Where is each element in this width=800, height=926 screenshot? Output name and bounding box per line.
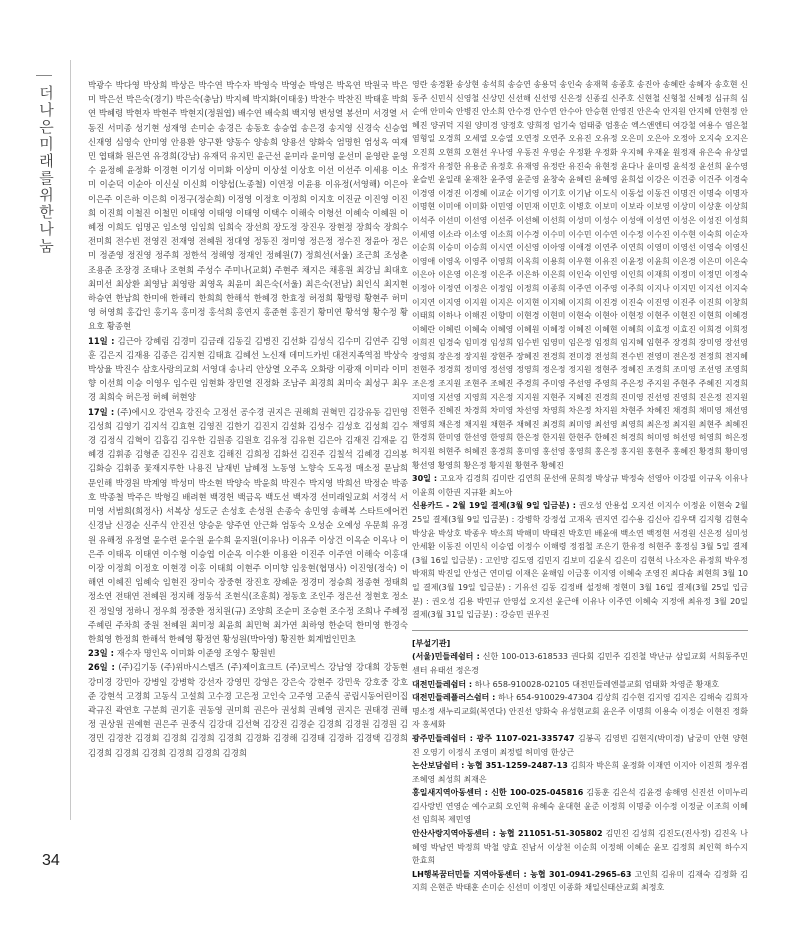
account-entry: 대전민들레플러스쉼터 : 하나 654-910029-47304 김상희 김수현 김지영 김지은 김해숙 김희자 명소정 새누리교회(복연다) 안진선 양화숙 유성현교회 윤은주 이명희 이용숙 이정순 이현진 정화자 홍세화 (412, 693, 749, 730)
donor-paragraph: 영란 송경환 송상현 송석희 송승연 송용덕 송인숙 송재혁 송종호 송진아 송혜란 송혜자 송호현 신동주 신민식 신영철 신상민 신선해 신선영 신은정 신종길 신주호 신현철 신형철 신혜정 심규희 심순애 안미숙 안병진 안소희 안수경 안수연 안수아 안승현 안영진 안은숙 안지원 안지혜 안현정 안혜진 양귀덕 지원 양미경 양정호 양희정 엄기숙 엄태중 엄흥순 엑스앤엔티 여강철 여용수 염은철 염형일 오경희 오세열 오승열 오연정 오연주 오유진 오유정 오은미 오은아 오정아 오지숙 오지은 오진희 오현희 오현선 우나영 우동진 우영순 우정환 우정화 우지혜 우재윤 원정재 유은숙 유상열 유정자 유정한 유용준 유정호 유재영 유정란 유진숙 유현정 윤다나 윤미령 윤석정 윤선희 윤수영 윤슬빈 윤일래 윤재찬 윤주영 윤준영 윤창숙 윤혜린 윤혜영 윤희섭 이강은 이건중 이건주 이경숙 이경영 이경진 이경혜 이교순 이기영 이기호 이기남 이도식 이동섭 이동건 이명건 이명숙 이명자 이명현 이미애 이미화 이민영 이민재 이민호 이병호 이보미 이보라 이보영 이상미 이상훈 이상희 이석주 이선미 이선영 이선주 이선혜 이선희 이성미 이성수 이성애 이성연 이성은 이성진 이성희 이세영 이소라 이소영 이소희 이수경 이수미 이수민 이수연 이수정 이수진 이수현 이숙희 이순자 이순희 이승미 이승희 이시연 이신영 이아영 이애경 이연주 이연희 이영미 이영선 이영숙 이영신 이영애 이영옥 이영주 이영희 이옥희 이용희 이우현 이유진 이윤정 이윤희 이은경 이은미 이은숙 이은아 이은영 이은정 이은주 이은하 이은희 이인숙 이인영 이인희 이재희 이정미 이정민 이정숙 이정아 이정연 이정은 이정임 이정희 이종희 이주연 이주영 이주희 이지나 이지민 이지선 이지숙 이지연 이지영 이지원 이지은 이지현 이지혜 이지희 이진경 이진숙 이진영 이진주 이진희 이창희 이태희 이하나 이해진 이향미 이현경 이현미 이현숙 이현아 이현정 이현주 이현진 이현희 이혜경 이혜란 이혜린 이혜숙 이혜영 이혜원 이혜정 이혜진 이혜현 이혜희 이효정 이효진 이희경 이희정 이희진 임경숙 임미경 임성희 임수빈 임영미 임은정 임정희 임지혜 임현주 장경희 장미영 장선영 장영희 장은정 장지원 장현주 장혜진 전경희 전미경 전성희 전수빈 전영미 전은정 전정희 전지혜 전현주 정경희 정미영 정선영 정영희 정은정 정지원 정현주 정혜진 조경희 조미영 조선영 조영희 조은정 조지원 조현주 조혜진 주경희 주미영 주선영 주영희 주은정 주지원 주현주 주혜진 지경희 지미영 지선영 지영희 지은정 지지원 지현주 지혜진 진경희 진미영 진선영 진영희 진은정 진지원 진현주 진혜진 차경희 차미영 차선영 차영희 차은정 차지원 차현주 차혜진 채경희 채미영 채선영 채영희 채은정 채지원 채현주 채혜진 최경희 최미영 최선영 최영희 최은정 최지원 최현주 최혜진 한경희 한미영 한선영 한영희 한은정 한지원 한현주 한혜진 허경희 허미영 허선영 허영희 허은정 허지원 허현주 허혜진 홍경희 홍미영 홍선영 홍영희 홍은정 홍지원 홍현주 홍혜진 황경희 황미영 황선영 황영희 황은정 황지원 황현주 황혜진 (412, 80, 748, 470)
donor-paragraph: 26일 : (주)김기동 (주)위바시스템즈 (주)제이효크트 (주)코빅스 강남영 강대희 강동현 강미경 강민아 강병일 강병학 강선자 강영민 강영은 강은숙 강현주 강민욱 강호중 강호준 강현석 고경희 고동식 고설희 고수경 고은정 고인숙 고주영 고준식 공립시동어린이집 곽규진 곽연호 구분희 권기훈 권동영 권미희 권은아 권성희 권혜영 권지은 권태경 권해정 권상원 권예현 권은주 권중식 김강대 김선혁 김강진 김경순 김경희 김경원 김경원 김경민 김경찬 김경회 김경희 김경희 김경희 김경화 김경해 김경태 김경하 김경택 김경희 김경희 김경희 김경희 김경희 김경희 김경희 (88, 662, 408, 758)
account-entry: LH행복꿈터민들 지역아동센터 : 농협 301-0941-2965-63 고인희 김유미 김재숙 김정화 김지희 은현준 박태훈 손미순 신선미 이정민 이종화 채일신태산교회 최정호 (412, 869, 748, 893)
donor-paragraph: 신용카드 - 2월 19일 결제(3월 9일 입금분) : 권오성 안용섭 오지선 이지수 이정윤 이현숙 2월 25일 결제(3월 9일 입금분) : 강병학 강정섭 고재옥 권지연 김수용 김신아 김우택 김지형 김현숙 박상윤 박상호 박종우 박소희 박해미 박태진 박호민 배윤애 백소연 백정현 서경원 신은정 심미성 안세환 이동진 이민식 이승엽 이정수 이해령 정점철 조은기 한유정 허현주 홍정심 3월 5일 결제(3월 16일 입금분) : 고인망 김도영 김민지 김보미 김윤식 김은미 김현석 나소자은 류정희 박우정 박재희 박진일 안성근 연미림 이재은 윤해임 이금홍 이지영 이혜숙 조영진 최다솜 최현희 3월 10일 결제(3월 19일 입금분) : 기유선 김동 김정배 설정해 정현미 3월 16일 결제(3월 25일 입금분) : 권오성 김용 박민규 안영섭 오지선 윤근애 이유나 이주연 이혜숙 지정애 최유정 3월 20일 결제(3월 31일 입금분) : 강승민 권우진 (412, 501, 748, 620)
sidebar-tick (36, 75, 52, 76)
sidebar-rule (70, 60, 71, 820)
donor-paragraph: 박광수 박다영 박상희 박상은 박수연 박수자 박영숙 박영순 박영은 박옥연 박원국 박은미 박은선 박은숙(경기) 박은숙(충남) 박지혜 박지화(이태웅) 박찬수 박찬진 박태훈 박희연 박혜령 박현자 박현주 박현지(정원엽) 배수연 배숙희 백지영 변성열 봉선미 서경열 서동진 서미종 성기현 성재영 손미순 송경은 송동호 송승엽 송은경 송지영 신경숙 신승엽 신재영 심영숙 안미영 안용환 양구환 양동수 양송희 양용선 양화숙 엄명헌 엄성옥 여재민 엽태화 원은연 유경희(강남) 유재덕 유지민 윤근선 윤미라 윤미영 윤선미 윤영란 윤영수 윤정혜 윤정화 이경현 이기성 이미화 이상미 이상설 이상호 이선 이선주 이세용 이소미 이순덕 이순아 이신실 이신희 이양섭(노종철) 이연정 이윤용 이유정(서영해) 이은아 이은주 이은하 이은희 이정구(정순희) 이정영 이정호 이정희 이지호 이진균 이진영 이진희 이진희 이철진 이철민 이태영 이태영 이태영 이택수 이해숙 이형선 이혜숙 이혜원 이혜정 이희도 임명곤 임소영 임임희 임희숙 장선희 장도정 장진우 장현정 장희숙 장희수 전미희 전수빈 전영진 전재영 전혜원 정대영 정동진 정미영 정은정 정수진 정윤아 정은미 정준영 정진영 정주희 정한석 정해영 정재인 정혜원(7) 정희선(서울) 조근희 조성춘 조용준 조장경 조태나 조현희 주성수 주미나(교회) 주현주 채지은 채흥원 최강님 최대호 최미선 최상환 최영남 최영랑 최영옥 최윤미 최은숙(서울) 최은숙(전남) 최인식 최지현 하승연 한남희 한미애 한해리 한희희 한해석 한혜경 한효정 허정희 황명령 황현주 허미영 허영희 홍갑인 홍기옥 홍미정 홍석희 홍연지 홍준현 홍진기 황미연 황석영 황수정 황요호 황종현 (88, 80, 408, 332)
donor-paragraph: 11일 : 김근아 강혜림 김경미 김금래 김동길 김병진 김선화 김성식 김수미 김연주 김영훈 김은지 김재용 김종은 김지현 김태효 김혜선 노신재 데미드카빈 대전지족역점 박상숙 박상율 박진수 삼호사랑의교회 서영대 송나리 안상열 오주옥 오화랑 이광재 이미라 이미향 이선희 이승 이영우 임수린 임현화 장민열 진정화 조남주 최경희 최미숙 최성구 최우경 최희숙 허은정 허혜 허현양 (88, 335, 408, 403)
account-entry: 홍일새지역아동센터 : 신한 100-025-045816 김동훈 김은석 김윤경 송해영 신진선 이미누리 김사랑빈 연영순 예수교회 오인혁 유혜숙 윤대현 윤준 이정희 이명중 이수정 이정균 이조희 이혜선 임희복 제민영 (412, 788, 749, 825)
account-entry: 광주민들레쉼터 : 광주 1107-021-335747 김봉곡 김영빈 김현지(박미경) 남궁미 안현 양현진 오영기 이정식 조영미 최정렬 허미영 한상근 (412, 733, 748, 757)
section-heading: [부설기관] (412, 638, 451, 648)
account-entry: (서울)민들레쉼터 : 신한 100-013-618533 권다회 김민주 김진철 박난규 삼일교회 서희동주민센터 유태선 정은경 (412, 652, 748, 675)
donor-paragraph: 17일 : (주)에시오 강연옥 강진숙 고정선 공수경 권지은 권해희 권혁민 김강유동 김민영 김성희 김영기 김지석 김효현 김영진 김한기 김진지 김설화 김성수 김성호 김성희 김수경 김정식 김혁이 김흡김 김우한 김원종 김원호 김유정 김유현 김은아 김재진 김재윤 김혜경 김휘종 김형준 김진우 김진호 김해진 김희정 김화선 김진주 김칠석 김혜경 김의봉 김화승 김휘종 꽃재지루한 나용진 남재빈 남혜정 노동영 노향숙 도옥정 매소정 문남희 문인해 박경원 박계영 박성미 박소현 박양숙 박윤희 박진수 박지영 박희선 박정순 박종호 박종철 박주은 박형길 배려현 백경헌 백금옥 백도선 백자경 선미래일교회 서경석 서미영 서범희(희정사) 서복상 성도군 손성호 손성원 손종숙 송민영 송해복 스타트에어컨 신경남 신경순 신주식 안진선 양승운 양주연 안근화 엄동숙 오성순 오예성 우문희 유경원 유해정 유정열 윤수련 윤수원 윤수희 윤지원(이유나) 이유주 이상건 이옥순 이옥나 이은주 이태옥 이태연 이수형 이승엽 이순옥 이수환 이용완 이진주 이주연 이해숙 이홍대 이장 이정희 이정호 이현경 이홍 이태희 이현주 이미향 임웅현(협명사) 이진영(정숙) 이해연 이혜진 임혜숙 임현진 장미숙 장중현 장진호 장혜운 정경미 정승희 정종현 정태희 정소연 전태연 전혜원 정지해 정동석 조현식(조훈희) 정동호 조인주 정은선 정현호 정소진 정일영 정하니 정우희 정중환 정치원(규) 조양희 조순미 조승현 조수정 조희나 주혜정 주혜린 주차희 중원 천혜원 최미정 최윤희 최민혁 최가연 최하영 한순덕 한미영 한경숙 한희영 한정희 한해석 한혜영 황정연 황성원(박아영) 황진한 회계법인민초 (88, 406, 408, 644)
account-entry: 대전민들레쉼터 : 하나 658-910028-02105 대전민들레엔블교회 엄태화 차영준 황재호 (412, 679, 719, 689)
donor-paragraph: 30일 : 고요자 김경희 김미란 김연희 문선애 문희정 박상규 박정숙 선영아 이강필 이규옥 이유나 이윤희 이한권 지규환 최노아 (412, 474, 748, 497)
sidebar-title: 더나은미래를위한나눔 (37, 85, 55, 255)
section-divider (412, 630, 748, 631)
account-entry: 안산사랑지역아동센터 : 농협 211051-51-305802 김민진 김성희 김진도(진사정) 김진옥 나혜영 박남연 박정희 박철 양효 진남서 이상천 이순희 이정해 이혜순 윤모 김정희 최인혁 하수지 한효희 (412, 829, 748, 866)
donor-list-left (88, 78, 408, 760)
page-number: 34 (42, 852, 60, 869)
donor-paragraph: 23일 : 재수자 명인옥 이미화 이준영 조영수 황원빈 (88, 648, 276, 659)
donor-list-right (412, 78, 748, 895)
account-entry: 논산보담쉼터 : 농협 351-1259-2487-13 김희자 박은희 윤정화 이재연 이지아 이진희 정우겸 조혜영 최성희 최재은 (412, 761, 749, 784)
